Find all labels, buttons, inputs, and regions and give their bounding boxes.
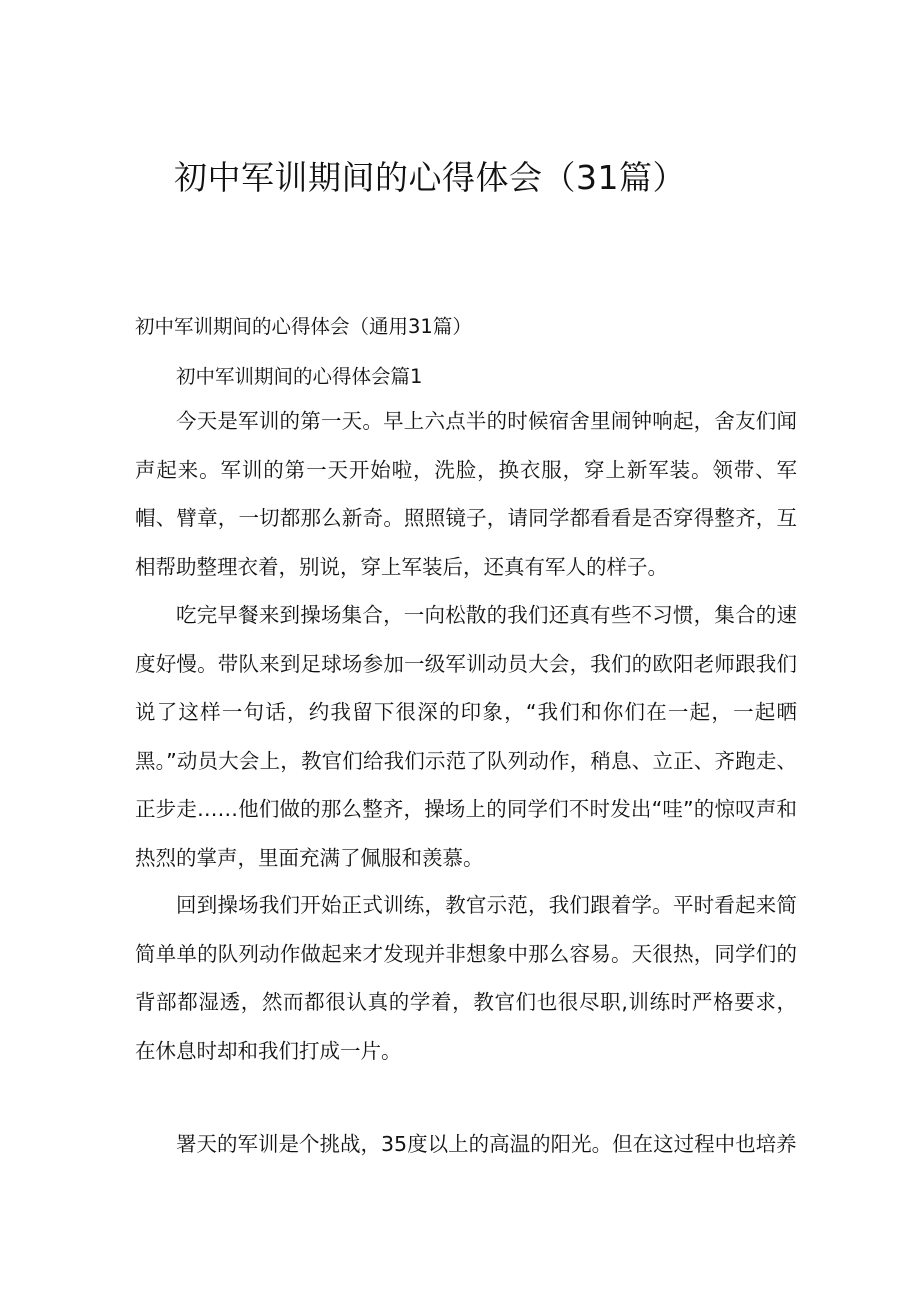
body-paragraph-3: 回到操场我们开始正式训练，教官示范，我们跟着学。平时看起来简简单单的队列动作做起来才发现并非想象中那么容易。天很热，同学们的背部都湿透，然而都很认真的学着，教官们也很尽职,训练时严格要求，在休息时却和我们打成一片。 — [135, 893, 797, 1063]
body-paragraph-2: 吃完早餐来到操场集合，一向松散的我们还真有些不习惯，集合的速度好慢。带队来到足球场参加一级军训动员大会，我们的欧阳老师跟我们说了这样一句话，约我留下很深的印象，“我们和你们在一起，一起晒黑。”动员大会上，教官们给我们示范了队列动作，稍息、立正、齐跑走、正步走……他们做的那么整齐，操场上的同学们不时发出“哇”的惊叹声和热烈的掌声，里面充满了佩服和羡慕。 — [135, 603, 797, 870]
section-heading: 初中军训期间的心得体会篇1 — [176, 365, 423, 388]
document-title: 初中军训期间的心得体会（31篇） — [174, 158, 686, 197]
body-paragraph-1: 今天是军训的第一天。早上六点半的时候宿舍里闹钟响起，舍友们闻声起来。军训的第一天开始啦，洗脸，换衣服，穿上新军装。领带、军帽、臂章，一切都那么新奇。照照镜子，请同学都看看是否穿得整齐，互相帮助整理衣着，别说，穿上军装后，还真有军人的样子。 — [135, 409, 797, 579]
document-subtitle: 初中军训期间的心得体会（通用31篇） — [135, 315, 472, 338]
body-paragraph-4: 署天的军训是个挑战，35度以上的高温的阳光。但在这过程中也培养 — [176, 1132, 797, 1156]
